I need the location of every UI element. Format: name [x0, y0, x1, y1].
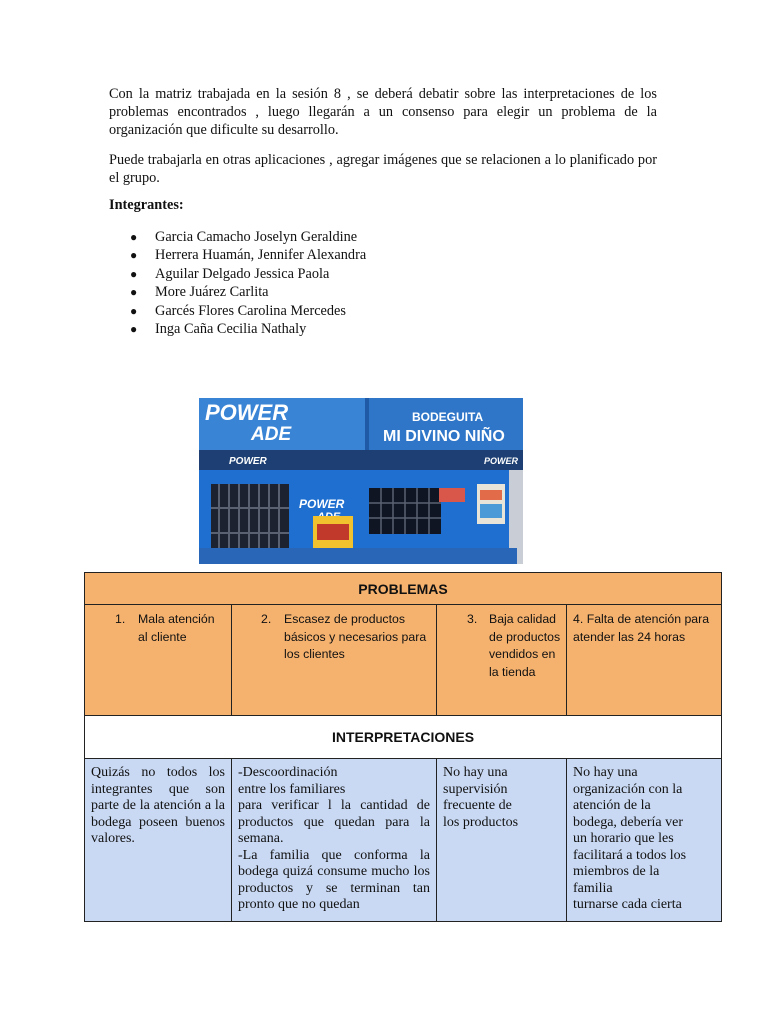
bullet-icon: ● — [130, 230, 138, 244]
problem-cell-1 — [85, 605, 232, 716]
list-item — [130, 320, 366, 338]
interpretation-cell-2 — [232, 759, 437, 922]
interpretation-cell-1 — [85, 759, 232, 922]
problem-cell-4 — [567, 605, 722, 716]
store-sign-line2: MI DIVINO NIÑO — [383, 428, 505, 445]
bullet-icon: ● — [130, 303, 138, 318]
list-item — [130, 246, 366, 264]
interpretation-text: No hay una organización con la atención de la bodega, debería ver un horario que les facilitará a todos los miembros de la familia turnarse cada cierta — [573, 765, 687, 912]
svg-text:POWER: POWER — [299, 497, 345, 511]
list-item — [130, 265, 366, 283]
list-item — [130, 228, 366, 246]
svg-text:ADE: ADE — [251, 424, 292, 445]
list-item — [130, 302, 366, 320]
members-list — [130, 228, 366, 338]
storefront-photo — [199, 398, 523, 564]
problems-matrix-table — [84, 572, 722, 922]
brand-logo-text: POWER — [205, 400, 289, 425]
problems-header: PROBLEMAS — [85, 573, 722, 605]
problem-text: Baja calidad de productos vendidos en la tienda — [489, 612, 561, 679]
member-name: More Juárez Carlita — [155, 284, 269, 301]
problem-cell-2 — [232, 605, 437, 716]
svg-text:POWER: POWER — [229, 456, 267, 467]
problem-text: Mala atención al cliente — [138, 612, 215, 644]
intro-paragraph-1: Con la matriz trabajada en la sesión 8 , se deberá debatir sobre las interpretaciones de los problemas encontrados , luego llegarán a un consenso para elegir un problema de la organización que dificulte su desarrollo. — [109, 86, 657, 138]
problem-cell-3 — [437, 605, 567, 716]
bullet-icon: ● — [130, 266, 138, 281]
problem-number: 4. — [573, 612, 584, 626]
bullet-icon: ● — [130, 322, 138, 337]
member-name: Inga Caña Cecilia Nathaly — [155, 321, 307, 338]
bullet-icon: ● — [130, 248, 138, 263]
problem-number: 2. — [261, 612, 272, 626]
list-item — [130, 283, 366, 301]
svg-text:POWER: POWER — [484, 456, 519, 466]
member-name: Garcia Camacho Joselyn Geraldine — [155, 229, 358, 245]
problem-text: Escasez de productos básicos y necesarios para los clientes — [284, 612, 427, 661]
interpretation-text: No hay una supervisión frecuente de los productos — [443, 765, 519, 830]
problem-number: 1. — [115, 612, 126, 626]
members-label: Integrantes: — [109, 197, 184, 213]
interpretation-text: Quizás no todos los integrantes que son parte de la atención a la bodega poseen buenos valores. — [91, 765, 225, 846]
problem-text: Falta de atención para atender las 24 horas — [573, 612, 710, 644]
intro-paragraph-2: Puede trabajarla en otras aplicaciones , agregar imágenes que se relacionen a lo planificado por el grupo. — [109, 152, 657, 186]
member-name: Herrera Huamán, Jennifer Alexandra — [155, 247, 367, 264]
member-name: Garcés Flores Carolina Mercedes — [155, 302, 346, 319]
bullet-icon: ● — [130, 285, 138, 300]
member-name: Aguilar Delgado Jessica Paola — [155, 265, 330, 282]
interpretation-text: -Descoordinación entre los familiares para verificar l la cantidad de productos que quedan para la semana. -La familia que conforma la bodega quizá consume mucho los productos y se terminan tan pronto que no quedan — [238, 765, 430, 912]
interpretation-cell-3 — [437, 759, 567, 922]
store-sign-line1: BODEGUITA — [412, 410, 484, 424]
problem-number: 3. — [467, 612, 478, 626]
interpretations-header: INTERPRETACIONES — [85, 716, 722, 759]
interpretation-cell-4 — [567, 759, 722, 922]
